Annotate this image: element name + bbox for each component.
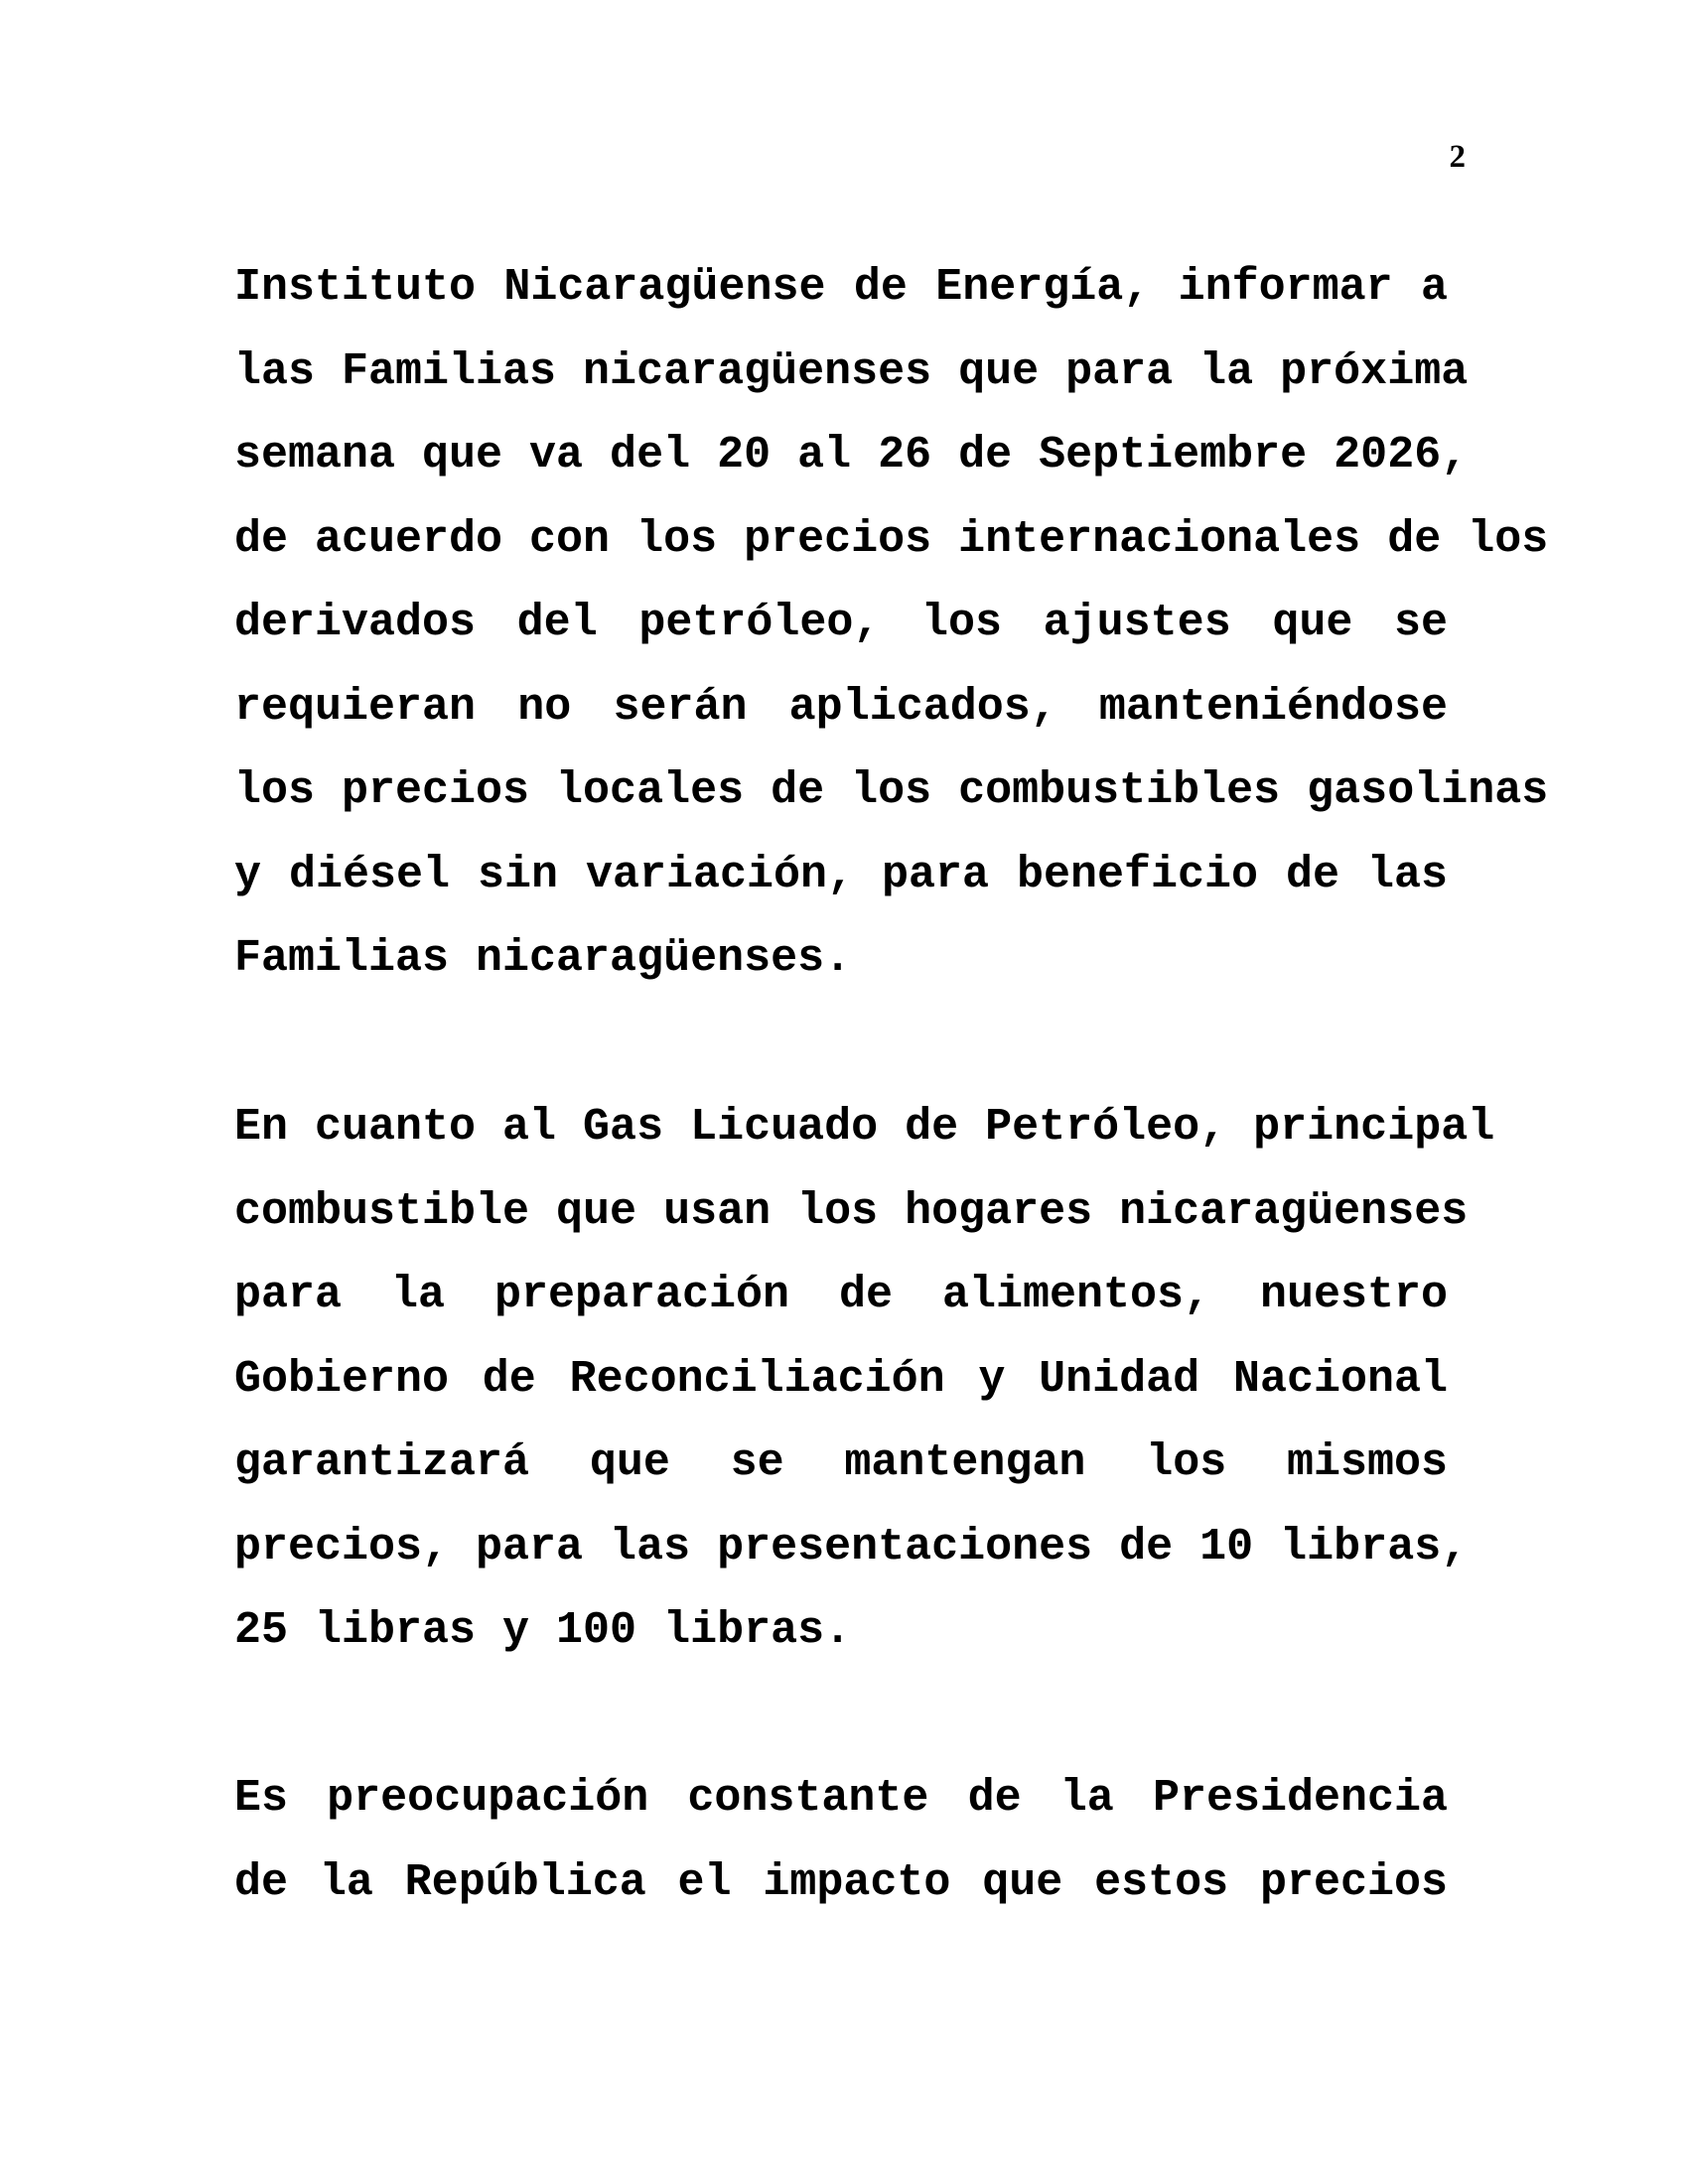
paragraph-presidency bbox=[234, 1757, 1448, 1925]
text-line: Instituto Nicaragüense de Energía, informar a bbox=[234, 262, 1448, 313]
paragraph-lpg bbox=[234, 1086, 1495, 1674]
text-line: requieran no serán aplicados, manteniéndose bbox=[234, 681, 1448, 733]
text-line: Gobierno de Reconciliación y Unidad Nacional bbox=[234, 1353, 1448, 1405]
text-line: combustible que usan los hogares nicaragüenses bbox=[234, 1185, 1469, 1237]
text-line: precios, para las presentaciones de 10 libras, bbox=[234, 1521, 1469, 1572]
text-line: los precios locales de los combustibles gasolinas bbox=[234, 765, 1549, 816]
text-line: y diésel sin variación, para beneficio de las bbox=[234, 849, 1448, 900]
text-line: las Familias nicaragüenses que para la próxima bbox=[234, 345, 1469, 397]
page-number: 2 bbox=[1449, 139, 1466, 175]
paragraph-fuel-prices bbox=[234, 246, 1549, 1002]
text-line: semana que va del 20 al 26 de Septiembre 2026, bbox=[234, 430, 1469, 480]
text-line: Familias nicaragüenses. bbox=[234, 933, 852, 984]
text-line: de la República el impacto que estos precios bbox=[234, 1856, 1448, 1908]
text-line: de acuerdo con los precios internacionales de los bbox=[234, 513, 1549, 565]
text-line: 25 libras y 100 libras. bbox=[234, 1605, 852, 1656]
text-line: derivados del petróleo, los ajustes que se bbox=[234, 598, 1448, 648]
text-line: para la preparación de alimentos, nuestro bbox=[234, 1270, 1448, 1320]
text-line: Es preocupación constante de la Presidencia bbox=[234, 1773, 1448, 1824]
text-line: En cuanto al Gas Licuado de Petróleo, principal bbox=[234, 1102, 1495, 1153]
text-line: garantizará que se mantengan los mismos bbox=[234, 1437, 1448, 1488]
